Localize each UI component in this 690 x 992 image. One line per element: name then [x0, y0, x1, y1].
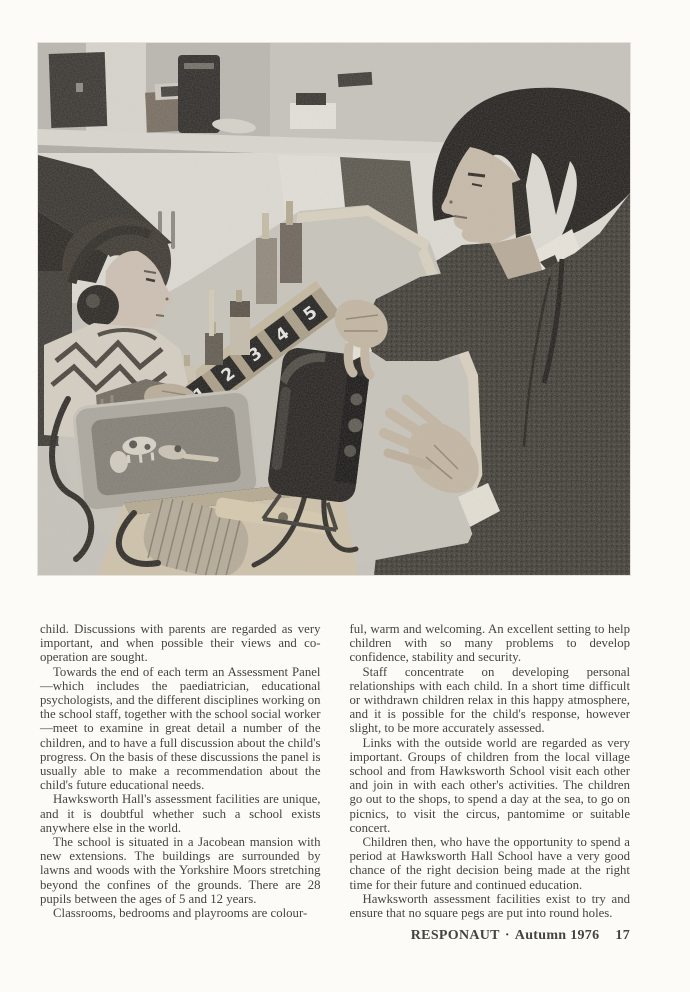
article-paragraph: Children then, who have the opportunity to spend a period at Hawksworth Hall School have a very good chance of the right decision being made at the right time for their future and continued education.	[349, 835, 630, 892]
article-paragraph: Classrooms, bedrooms and playrooms are colour-	[53, 906, 308, 921]
issue-label: Autumn 1976	[514, 928, 600, 943]
article-column-right	[350, 622, 631, 920]
article-column-left	[40, 622, 321, 920]
article-paragraph: child. Discussions with parents are regarded as very important, and when possible their views and co-operation are sought.	[40, 622, 321, 665]
article-paragraph: Hawksworth assessment facilities exist to try and ensure that no square pegs are put into round holes.	[349, 891, 630, 921]
article-paragraph: ful, warm and welcoming. An excellent setting to help children with so many problems to develop confidence, stability and security.	[349, 622, 630, 665]
article-paragraph: Links with the outside world are regarded as very important. Groups of children from the local village school and from Hawksworth School visit each other and join in with each other's activities. The children go out to the shops, to spend a day at the sea, to go on picnics, to visit the circus, pantomime or suitable concert.	[349, 735, 630, 835]
article-paragraph: The school is situated in a Jacobean mansion with new extensions. The buildings are surrounded by lawns and woods with the Yorkshire Moors stretching beyond the confines of the grounds. There are 28 pupils between the ages of 5 and 12 years.	[40, 835, 321, 906]
footer-separator: ·	[504, 928, 510, 943]
page-number: 17	[615, 928, 630, 943]
photo-grain	[38, 43, 630, 575]
journal-title: RESPONAUT	[410, 928, 500, 943]
photo-illustration	[38, 43, 630, 575]
article-paragraph: Hawksworth Hall's assessment facilities are unique, and it is doubtful whether such a school exists anywhere else in the world.	[40, 792, 321, 835]
article-paragraph: Staff concentrate on developing personal relationships with each child. In a short time difficult or withdrawn children relax in this happy atmosphere, and it is possible for the child's response, however slight, to be more accurately assessed.	[349, 664, 630, 736]
article-paragraph: Towards the end of each term an Assessment Panel—which includes the paediatrician, educational psychologists, and the different disciplines working on the school staff, together with the school social worker—meet to examine in great detail a number of the children, and to have a full discussion about the child's progress. On the basis of these discussions the panel is usually able to make a recommendation about the child's future educational needs.	[40, 664, 321, 793]
article-body	[40, 622, 630, 920]
page-footer	[350, 928, 630, 944]
photograph	[38, 43, 630, 575]
